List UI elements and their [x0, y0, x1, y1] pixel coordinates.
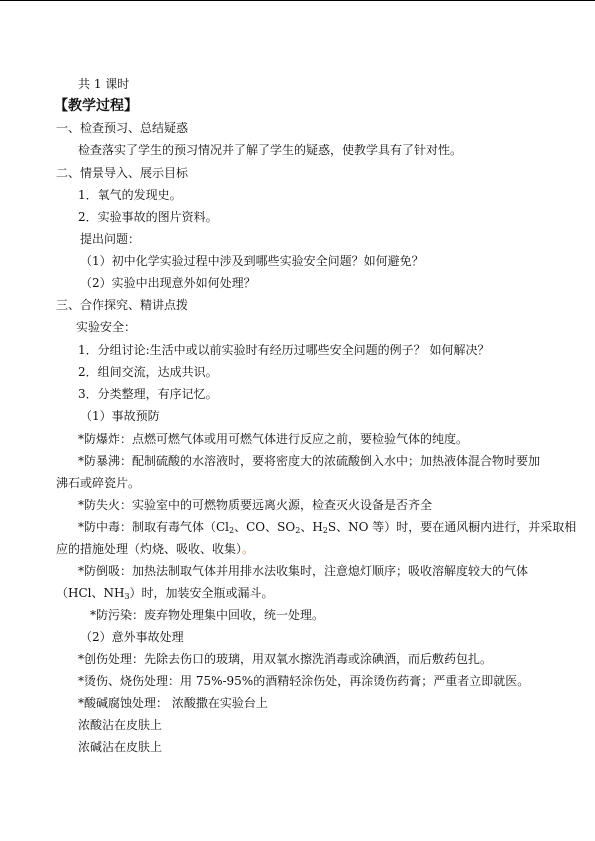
prevent-fire: *防失火：实验室中的可燃物质要远离火源，检查灭火设备是否齐全: [78, 498, 433, 512]
s3-item-1: 1．分组讨论:生活中或以前实验时有经历过哪些安全问题的例子？ 如何解决？: [78, 343, 490, 357]
prevent-backsuction-line-2: [56, 586, 274, 600]
burn-treatment: *烫伤、烧伤处理：用 75%-95%的酒精轻涂伤处，再涂烫伤药膏；严重者立即就医。: [78, 674, 530, 688]
subscript-2: 2: [322, 526, 328, 535]
s3-part-1: （1）事故预防: [80, 409, 160, 423]
backsuck-text-a: （HCl、NH: [56, 586, 125, 600]
s3-subtitle: 实验安全：: [76, 320, 137, 334]
s2-item-1: 1．氧气的发现史。: [78, 188, 182, 202]
acid-base-title: *酸碱腐蚀处理： 浓酸撒在实验台上: [78, 696, 268, 710]
s2-question-title: 提出问题：: [80, 232, 141, 246]
prevent-pollution: *防污染：废弃物处理集中回收，统一处理。: [90, 608, 325, 622]
poison-text-d: S、NO 等）时，要在通风橱内进行，并采取相: [327, 520, 577, 534]
poison-text-a: *防中毒：制取有毒气体（Cl: [78, 520, 230, 534]
poison-text-b: 、CO、SO: [234, 520, 296, 534]
prevent-explosion: *防爆炸：点燃可燃气体或用可燃气体进行反应之前，要检验气体的纯度。: [78, 432, 469, 446]
prevent-poisoning-line-1: [78, 520, 576, 534]
s1-title: 一、检查预习、总结疑惑: [56, 121, 189, 135]
accent-period: 。: [242, 542, 255, 556]
prevent-boiling-line-1: *防暴沸：配制硫酸的水溶液时，要将密度大的浓硫酸倒入水中；加热液体混合物时要加: [78, 454, 541, 468]
poison-text-e: 应的措施处理（灼烧、吸收、收集）: [56, 542, 243, 556]
s3-item-2: 2．组间交流，达成共识。: [78, 365, 218, 379]
s2-question-2: （2）实验中出现意外如何处理？: [80, 276, 256, 290]
s2-title: 二、情景导入、展示目标: [56, 166, 189, 180]
lesson-count: 共 1 课时: [78, 77, 130, 91]
backsuck-text-b: ）时，加装安全瓶或漏斗。: [129, 586, 274, 600]
section-title: 【教学过程】: [54, 98, 138, 114]
s3-item-3: 3．分类整理，有序记忆。: [78, 387, 218, 401]
s1-paragraph: 检查落实了学生的预习情况并了解了学生的疑惑，使教学具有了针对性。: [78, 143, 463, 157]
prevent-boiling-line-2: 沸石或碎瓷片。: [56, 476, 141, 490]
s3-part-2: （2）意外事故处理: [80, 630, 184, 644]
s3-title: 三、合作探究、精讲点拨: [56, 298, 189, 312]
acid-on-skin: 浓酸沾在皮肤上: [78, 718, 163, 732]
prevent-backsuction-line-1: *防倒吸：加热法制取气体并用排水法收集时，注意熄灯顺序；吸收溶解度较大的气体: [78, 564, 529, 578]
wound-treatment: *创伤处理：先除去伤口的玻璃，用双氧水擦洗消毒或涂碘酒，而后敷药包扎。: [78, 652, 493, 666]
s2-item-2: 2．实验事故的图片资料。: [78, 210, 218, 224]
top-rule: [0, 0, 595, 1]
s2-question-1: （1）初中化学实验过程中涉及到哪些实验安全问题？如何避免？: [80, 254, 424, 268]
subscript-2: 2: [295, 526, 301, 535]
subscript-3: 3: [124, 592, 130, 601]
subscript-2: 2: [229, 526, 235, 535]
prevent-poisoning-line-2: [56, 542, 254, 556]
base-on-skin: 浓碱沾在皮肤上: [78, 740, 163, 754]
poison-text-c: 、H: [300, 520, 323, 534]
